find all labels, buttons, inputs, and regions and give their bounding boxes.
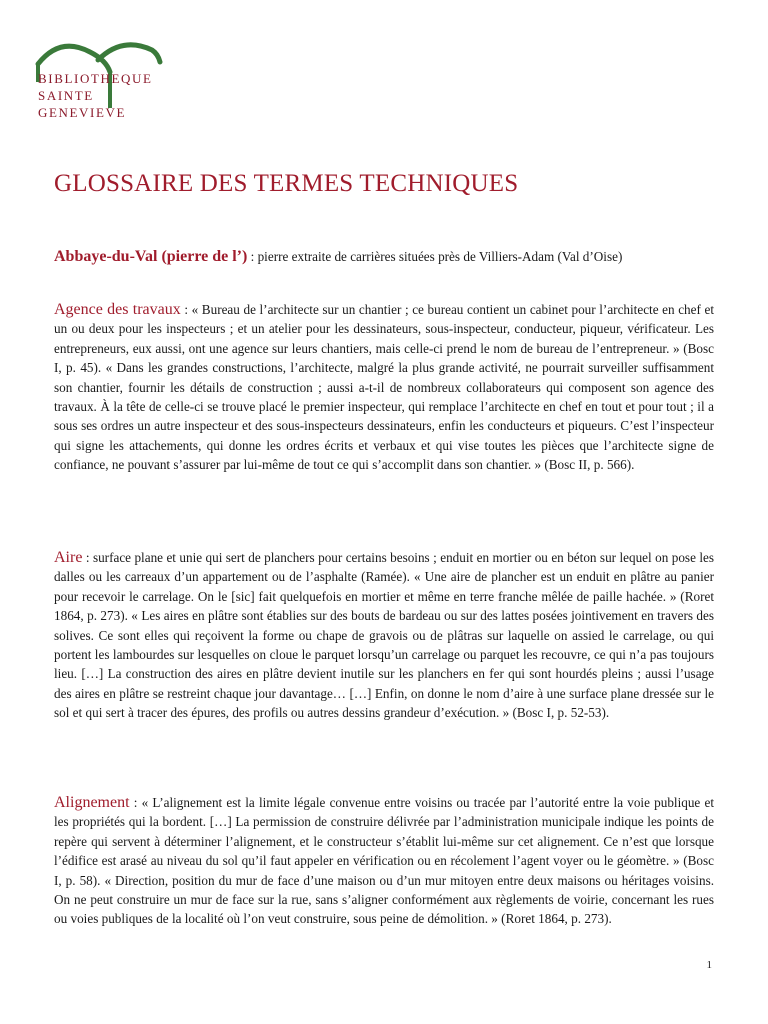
glossary-entry [54, 548, 714, 723]
glossary-term: Alignement [54, 794, 130, 811]
library-logo [30, 38, 170, 128]
glossary-definition: : pierre extraite de carrières situées près de Villiers-Adam (Val d’Oise) [247, 249, 623, 264]
glossary-term: Abbaye-du-Val (pierre de l’) [54, 248, 248, 265]
glossary-entry [54, 300, 714, 475]
glossary-definition: : surface plane et unie qui sert de planchers pour certains besoins ; enduit en mortier ou en béton sur lequel on pose les dalles ou les carreaux d’un appartement ou de l’asphalte (Ramée). « Une aire de plancher est un enduit en plâtre au panier pour recevoir le carrelage. On le [sic] fait quelquefois en mortier et même en terre franche mêlée de paille hachée. » (Roret 1864, p. 273). « Les aires en plâtre sont établies sur des bouts de bardeau ou sur des lattes posées jointivement en travers des solives. Ce sont elles qui reçoivent la forme ou chape de gravois ou de plâtras sur laquelle on assied le carrelage, ou qui portent les lambourdes sur lesquelles on cloue le parquet lorsqu’un carrelage ou parquet les recouvre, ce qui n’a pas toujours lieu. […] La construction des aires en plâtre devient inutile sur les planchers en fer qui sont hourdés pleins ; aussi l’usage des aires en plâtre se restreint chaque jour davantage… […] Enfin, on donne le nom d’aire à une surface plane dressée sur le sol et qui sert à tracer des épures, des profils ou autres dessins grandeur d’exécution. » (Bosc I, p. 52-53). [54, 550, 714, 721]
page-number: 1 [706, 959, 712, 971]
glossary-entry [54, 247, 714, 266]
logo-text [38, 70, 153, 121]
logo-line-2: SAINTE [38, 88, 94, 103]
logo-line-3: GENEVIEVE [38, 105, 127, 120]
page-title: GLOSSAIRE DES TERMES TECHNIQUES [54, 170, 519, 197]
glossary-entry [54, 793, 714, 929]
glossary-term: Aire [54, 549, 83, 566]
glossary-term: Agence des travaux [54, 301, 181, 318]
glossary-definition: : « Bureau de l’architecte sur un chantier ; ce bureau contient un cabinet pour l’architecte en chef et un ou deux pour les inspecteurs ; et un atelier pour les dessinateurs, sous-inspecteur, conducteur, piqueur, vérificateur. Les entrepreneurs, eux aussi, ont une agence sur leurs chantiers, mais celle-ci prend le nom de bureau de l’entrepreneur. » (Bosc I, p. 45). « Dans les grandes constructions, l’architecte, malgré la plus grande activité, ne pourrait surveiller suffisamment son chantier, fournir les détails de construction ; aussi a-t-il de nombreux collaborateurs qui composent son agence des travaux. À la tête de celle-ci se trouve placé le premier inspecteur, qui remplace l’architecte en chef en tout et pour tout ; il a sous ses ordres un autre inspecteur et des sous-inspecteurs dessinateurs, enfin les conducteurs et piqueurs. C’est l’inspecteur qui signe les attachements, qui donne les ordres écrits et verbaux et qui vise toutes les pièces que l’architecte signe de confiance, ne pouvant s’assurer par lui-même de tout ce qui s’accomplit dans son chantier. » (Bosc II, p. 566). [54, 302, 714, 473]
glossary-definition: : « L’alignement est la limite légale convenue entre voisins ou tracée par l’autorité entre la voie publique et les propriétés qui la bordent. […] La permission de construire délivrée par l’administration municipale indique les points de repère qui servent à déterminer l’alignement, et le constructeur s’établit lui-même sur cet alignement. Ce n’est que lorsque l’édifice est arasé au niveau du sol qu’il faut appeler en vérification ou en récolement l’agent voyer ou le géomètre. » (Bosc I, p. 58). « Direction, position du mur de face d’une maison ou d’un mur mitoyen entre deux maisons ou héritages voisins. On ne peut construire un mur de face sur la rue, sans s’aligner conformément aux règlements de voirie, concernant les rues ou voies publiques de la localité où l’on veut construire, sous peine de démolition. » (Roret 1864, p. 273). [54, 795, 714, 927]
logo-line-1: BIBLIOTHEQUE [38, 71, 153, 86]
